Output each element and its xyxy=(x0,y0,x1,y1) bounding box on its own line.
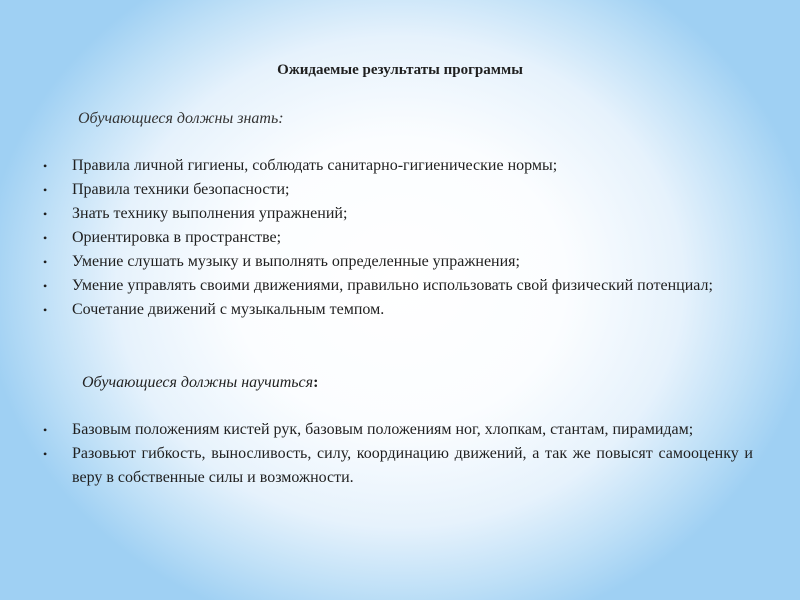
list-item-text: Сочетание движений с музыкальным темпом. xyxy=(72,301,385,318)
list-item xyxy=(0,274,753,298)
list-item xyxy=(0,442,753,490)
bullet-icon: • xyxy=(43,423,48,437)
bullet-icon: • xyxy=(43,303,48,317)
learn-heading xyxy=(82,373,318,393)
list-item-text: Умение управлять своими движениями, правильно использовать свой физический потенциал; xyxy=(72,277,713,294)
learn-heading-colon: : xyxy=(313,374,319,391)
bullet-icon: • xyxy=(43,279,48,293)
list-item-text: Умение слушать музыку и выполнять определенные упражнения; xyxy=(72,253,520,270)
list-item-text: Правила техники безопасности; xyxy=(72,181,290,198)
list-item xyxy=(0,226,753,250)
list-item xyxy=(0,154,753,178)
learn-heading-text: Обучающиеся должны научиться xyxy=(82,374,314,391)
list-item xyxy=(0,250,753,274)
bullet-icon: • xyxy=(43,183,48,197)
bullet-icon: • xyxy=(43,159,48,173)
bullet-icon: • xyxy=(43,207,48,221)
bullet-icon: • xyxy=(43,447,48,461)
list-item xyxy=(0,202,753,226)
list-item-text: Разовьют гибкость, выносливость, силу, координацию движений, а так же повысят самооценку и веру в собственные силы и возможности. xyxy=(72,445,753,486)
slide-title: Ожидаемые результаты программы xyxy=(277,62,523,78)
list-item xyxy=(0,418,753,442)
know-list xyxy=(0,154,753,322)
know-heading: Обучающиеся должны знать: xyxy=(78,110,284,127)
list-item-text: Знать технику выполнения упражнений; xyxy=(72,205,348,222)
list-item-text: Ориентировка в пространстве; xyxy=(72,229,282,246)
list-item xyxy=(0,298,753,322)
bullet-icon: • xyxy=(43,231,48,245)
list-item-text: Правила личной гигиены, соблюдать санитарно-гигиенические нормы; xyxy=(72,157,558,174)
bullet-icon: • xyxy=(43,255,48,269)
list-item-text: Базовым положениям кистей рук, базовым положениям ног, хлопкам, стантам, пирамидам; xyxy=(72,421,694,438)
learn-list xyxy=(0,418,753,490)
list-item xyxy=(0,178,753,202)
